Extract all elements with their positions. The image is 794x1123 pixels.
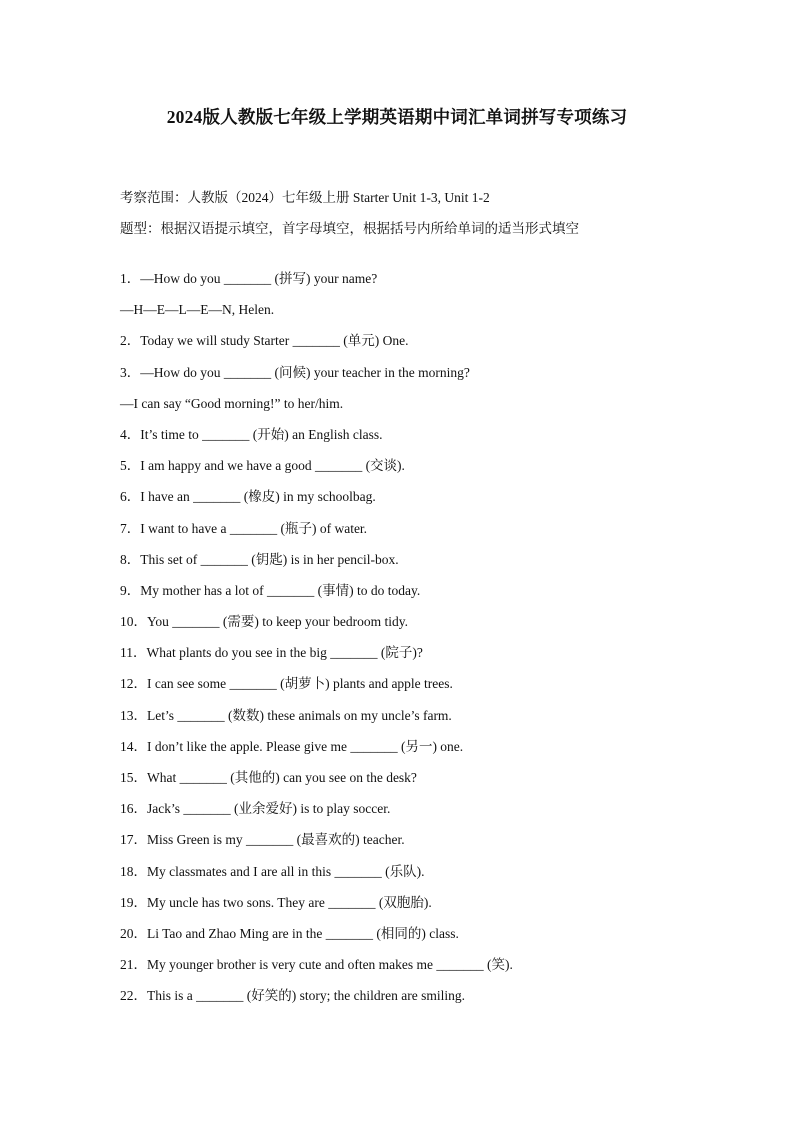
question-11: 11．What plants do you see in the big _______ (院子)? <box>120 645 423 661</box>
answer-1: —H—E—L—E—N, Helen. <box>120 302 275 318</box>
question-6: 6．I have an _______ (橡皮) in my schoolbag. <box>120 489 376 505</box>
question-1: 1．—How do you _______ (拼写) your name? <box>120 271 378 286</box>
question-18: 18．My classmates and I are all in this _______ (乐队). <box>120 863 425 879</box>
question-22: 22．This is a _______ (好笑的) story; the children are smiling. <box>120 988 465 1004</box>
question-10: 10．You _______ (需要) to keep your bedroom tidy. <box>120 614 408 630</box>
question-13: 13．Let’s _______ (数数) these animals on my uncle’s farm. <box>120 707 452 723</box>
question-4: 4．It’s time to _______ (开始) an English class. <box>120 426 383 442</box>
answer-3: —I can say “Good morning!” to her/him. <box>120 395 344 411</box>
question-9: 9．My mother has a lot of _______ (事情) to do today. <box>120 582 421 598</box>
exam-scope: 考察范围：人教版（2024）七年级上册 Starter Unit 1-3, Unit 1-2 <box>120 190 490 205</box>
question-list <box>120 270 720 1019</box>
question-15: 15．What _______ (其他的) can you see on the desk? <box>120 770 417 785</box>
question-20: 20．Li Tao and Zhao Ming are in the _______ (相同的) class. <box>120 925 459 941</box>
question-types: 题型：根据汉语提示填空，首字母填空，根据括号内所给单词的适当形式填空 <box>120 221 579 236</box>
worksheet-title: 2024版人教版七年级上学期英语期中词汇单词拼写专项练习 <box>166 107 628 127</box>
question-19: 19．My uncle has two sons. They are _______ (双胞胎). <box>120 894 432 910</box>
question-2: 2．Today we will study Starter _______ (单元) One. <box>120 333 409 349</box>
question-5: 5．I am happy and we have a good _______ (交谈). <box>120 458 405 474</box>
question-7: 7．I want to have a _______ (瓶子) of water. <box>120 520 368 536</box>
question-3: 3．—How do you _______ (问候) your teacher in the morning? <box>120 364 470 380</box>
question-17: 17．Miss Green is my _______ (最喜欢的) teacher. <box>120 832 405 848</box>
question-12: 12．I can see some _______ (胡萝卜) plants and apple trees. <box>120 676 453 692</box>
question-16: 16．Jack’s _______ (业余爱好) is to play soccer. <box>120 801 391 817</box>
question-14: 14．I don’t like the apple. Please give me _______ (另一) one. <box>120 738 464 754</box>
question-8: 8．This set of _______ (钥匙) is in her pencil-box. <box>120 551 399 567</box>
question-21: 21．My younger brother is very cute and often makes me _______ (笑). <box>120 957 513 973</box>
